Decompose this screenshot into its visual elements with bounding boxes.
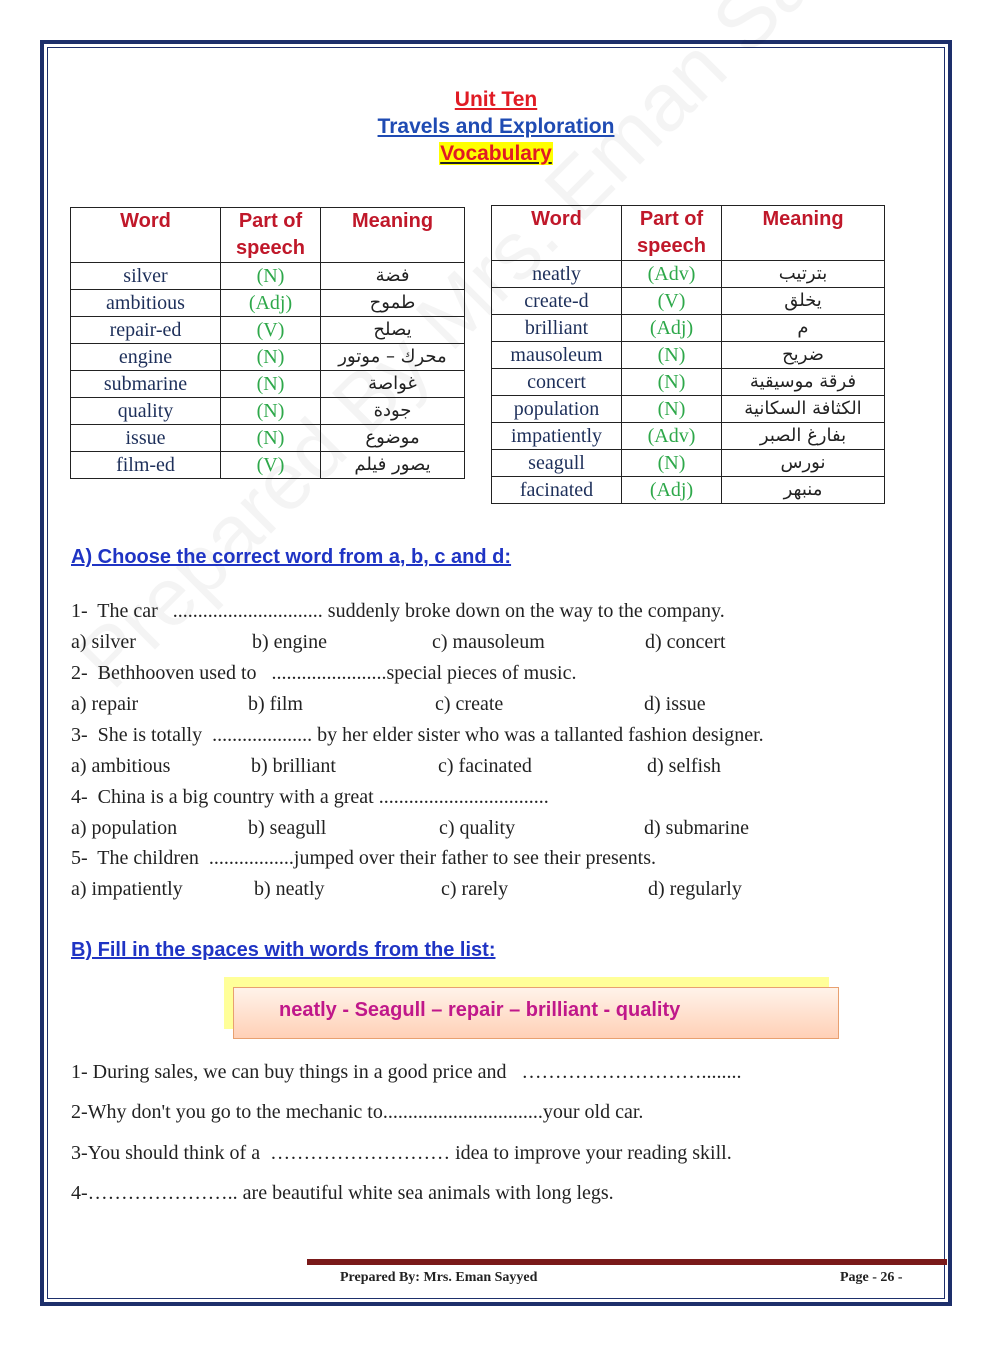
q3-option-b: b) brilliant <box>251 755 336 777</box>
vocab-row <box>492 261 885 288</box>
unit-title: Unit Ten <box>454 88 538 111</box>
question-4: 4- China is a big country with a great .................................. <box>71 786 549 808</box>
vocab-pos: (N) <box>221 263 321 290</box>
footer-divider <box>307 1259 947 1265</box>
q3-option-a: a) ambitious <box>71 755 171 777</box>
q3-option-d: d) selfish <box>647 755 721 777</box>
q2-option-c: c) create <box>435 693 504 715</box>
vocab-meaning: م <box>722 315 885 342</box>
vocab-pos: (N) <box>221 425 321 452</box>
vocab-pos: (V) <box>221 317 321 344</box>
question-1: 1- The car .............................. suddenly broke down on the way to the company. <box>71 600 725 622</box>
vocab-row <box>71 263 465 290</box>
vocab-pos: (N) <box>622 369 722 396</box>
vocab-pos: (N) <box>622 396 722 423</box>
word-list-box: neatly - Seagull – repair – brilliant - quality <box>233 987 839 1039</box>
vocab-pos: (N) <box>221 344 321 371</box>
vocab-word: impatiently <box>492 423 622 450</box>
vocabulary-label: Vocabulary <box>440 142 552 165</box>
vocab-pos: (V) <box>221 452 321 479</box>
col-header-word: Word <box>492 206 622 261</box>
q1-option-d: d) concert <box>645 631 726 653</box>
fill-sentence-2: 2-Why don't you go to the mechanic to................................your old car. <box>71 1101 644 1123</box>
vocab-table-right <box>491 205 885 504</box>
vocab-meaning: الكثافة السكانية <box>722 396 885 423</box>
q4-option-b: b) seagull <box>248 817 327 839</box>
q2-option-b: b) film <box>248 693 303 715</box>
vocab-row <box>71 398 465 425</box>
col-header-pos: Part of speech <box>622 206 722 261</box>
vocab-meaning: فرقة موسيقية <box>722 369 885 396</box>
vocab-row <box>71 425 465 452</box>
q5-option-a: a) impatiently <box>71 878 183 900</box>
vocab-meaning: بترتيب <box>722 261 885 288</box>
vocab-pos: (Adj) <box>221 290 321 317</box>
vocab-word: brilliant <box>492 315 622 342</box>
vocab-row <box>492 315 885 342</box>
section-b-title: B) Fill in the spaces with words from the list: <box>71 939 496 961</box>
vocab-meaning: منبهر <box>722 477 885 504</box>
vocab-row <box>492 396 885 423</box>
vocab-meaning: نورس <box>722 450 885 477</box>
vocab-word: film-ed <box>71 452 221 479</box>
vocab-pos: (Adj) <box>622 315 722 342</box>
fill-sentence-3: 3-You should think of a ……………………… idea to improve your reading skill. <box>71 1142 732 1164</box>
col-header-word: Word <box>71 208 221 263</box>
col-header-meaning: Meaning <box>722 206 885 261</box>
vocab-pos: (N) <box>221 371 321 398</box>
vocab-pos: (Adv) <box>622 261 722 288</box>
question-5: 5- The children .................jumped over their father to see their presents. <box>71 847 657 869</box>
fill-sentence-1: 1- During sales, we can buy things in a good price and ………………………........ <box>71 1061 742 1083</box>
vocab-meaning: ضريح <box>722 342 885 369</box>
vocab-word: quality <box>71 398 221 425</box>
footer-author: Prepared By: Mrs. Eman Sayyed <box>340 1270 538 1285</box>
q5-option-b: b) neatly <box>254 878 325 900</box>
vocab-word: ambitious <box>71 290 221 317</box>
q1-option-c: c) mausoleum <box>432 631 545 653</box>
q5-option-c: c) rarely <box>441 878 509 900</box>
col-header-meaning: Meaning <box>321 208 465 263</box>
vocab-word: repair-ed <box>71 317 221 344</box>
vocab-meaning: جودة <box>321 398 465 425</box>
vocab-word: silver <box>71 263 221 290</box>
q1-option-b: b) engine <box>252 631 327 653</box>
vocab-row <box>71 344 465 371</box>
vocab-row <box>492 450 885 477</box>
vocab-meaning: يخلق <box>722 288 885 315</box>
vocab-meaning: محرك – موتور <box>321 344 465 371</box>
vocab-row <box>71 452 465 479</box>
vocab-row <box>71 371 465 398</box>
vocab-word: engine <box>71 344 221 371</box>
vocab-meaning: غواصة <box>321 371 465 398</box>
vocab-row <box>492 369 885 396</box>
vocab-meaning: يصلح <box>321 317 465 344</box>
q4-option-c: c) quality <box>439 817 516 839</box>
vocab-word: create-d <box>492 288 622 315</box>
vocab-pos: (N) <box>622 342 722 369</box>
q5-option-d: d) regularly <box>648 878 742 900</box>
vocab-word: neatly <box>492 261 622 288</box>
vocab-row <box>492 288 885 315</box>
vocab-meaning: يصور فيلم <box>321 452 465 479</box>
q2-option-d: d) issue <box>644 693 706 715</box>
vocab-table-left <box>70 207 465 479</box>
topic-title: Travels and Exploration <box>377 115 615 138</box>
section-a-title: A) Choose the correct word from a, b, c and d: <box>71 546 512 568</box>
q2-option-a: a) repair <box>71 693 139 715</box>
vocab-word: seagull <box>492 450 622 477</box>
q4-option-d: d) submarine <box>644 817 749 839</box>
q1-option-a: a) silver <box>71 631 136 653</box>
vocab-pos: (V) <box>622 288 722 315</box>
vocab-word: facinated <box>492 477 622 504</box>
vocab-meaning: طموح <box>321 290 465 317</box>
vocab-meaning: موضوع <box>321 425 465 452</box>
vocab-word: population <box>492 396 622 423</box>
vocab-meaning: فضة <box>321 263 465 290</box>
vocab-row <box>492 342 885 369</box>
vocab-row <box>71 290 465 317</box>
vocab-word: concert <box>492 369 622 396</box>
q3-option-c: c) facinated <box>438 755 532 777</box>
vocab-pos: (N) <box>221 398 321 425</box>
vocab-pos: (Adj) <box>622 477 722 504</box>
vocab-pos: (N) <box>622 450 722 477</box>
vocab-pos: (Adv) <box>622 423 722 450</box>
question-3: 3- She is totally .................... by her elder sister who was a tallanted fashion designer. <box>71 724 764 746</box>
vocabulary-heading <box>0 142 992 166</box>
vocab-word: submarine <box>71 371 221 398</box>
vocab-meaning: بفارغ الصبر <box>722 423 885 450</box>
vocab-word: mausoleum <box>492 342 622 369</box>
question-2: 2- Bethhooven used to .......................special pieces of music. <box>71 662 577 684</box>
fill-sentence-4: 4-………………….. are beautiful white sea animals with long legs. <box>71 1182 614 1204</box>
q4-option-a: a) population <box>71 817 178 839</box>
vocab-row <box>71 317 465 344</box>
vocab-word: issue <box>71 425 221 452</box>
vocab-row <box>492 477 885 504</box>
col-header-pos: Part of speech <box>221 208 321 263</box>
footer-page-number: Page - 26 - <box>840 1270 903 1285</box>
vocab-row <box>492 423 885 450</box>
